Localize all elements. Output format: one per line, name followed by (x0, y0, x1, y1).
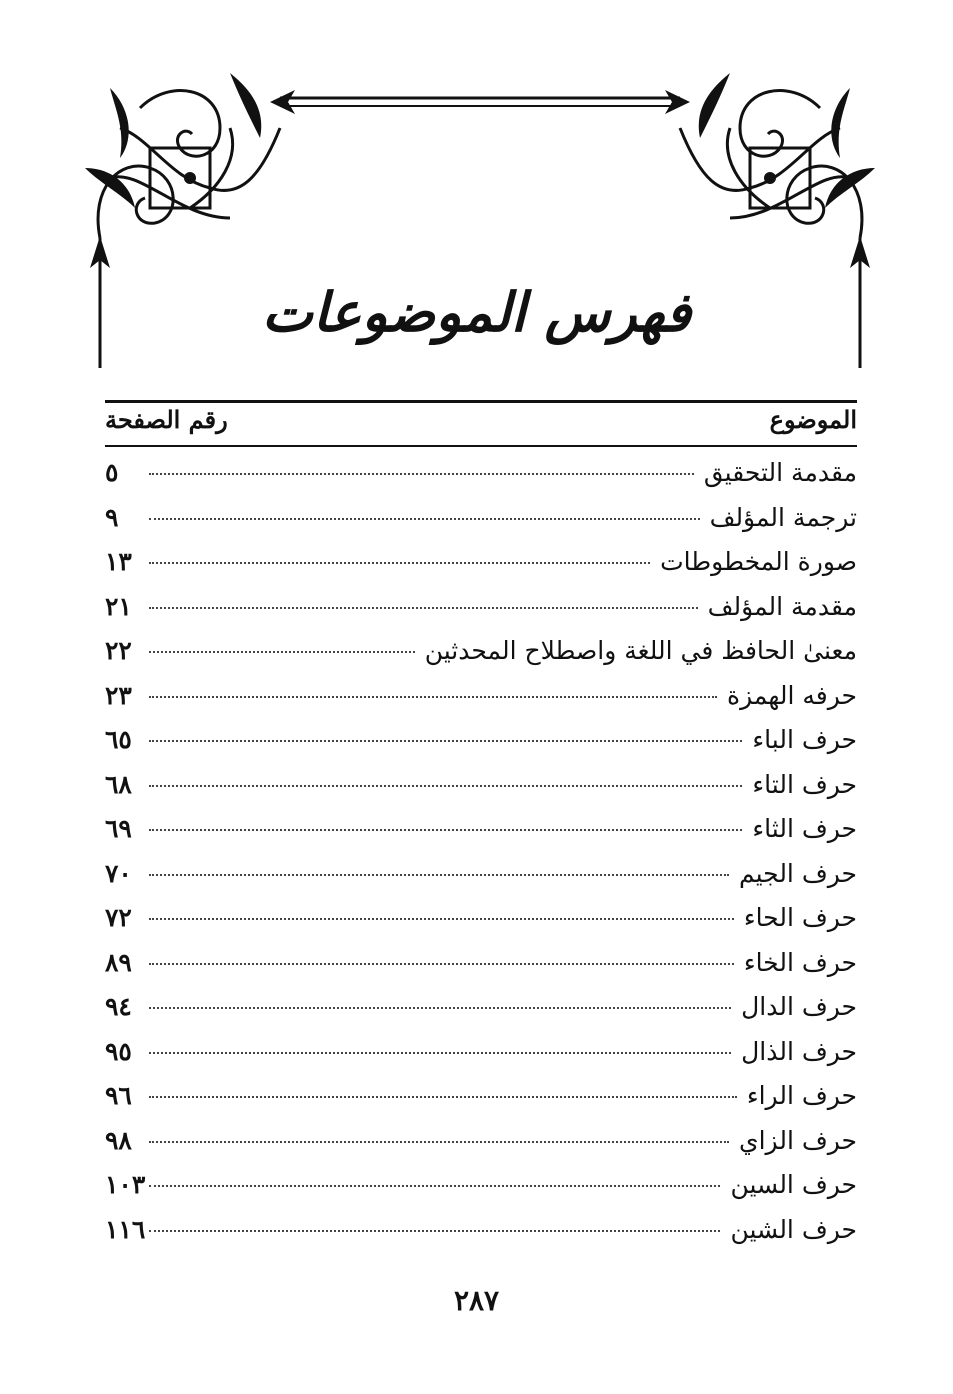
entry-title: حرف الدال (741, 992, 857, 1021)
entry-page: ٩٦ (105, 1081, 132, 1110)
page-column-header: رقم الصفحة (105, 405, 228, 434)
subject-column-header: الموضوع (769, 405, 857, 434)
table-header (105, 400, 857, 447)
toc-entry (105, 636, 857, 681)
entry-title: حرف الراء (746, 1081, 857, 1110)
entry-title: حرف الشين (730, 1214, 857, 1244)
entry-page: ٩ (105, 502, 119, 532)
entry-title: حرف الثاء (752, 814, 857, 843)
leader-dots (149, 1096, 737, 1098)
leader-dots (149, 1052, 731, 1054)
entry-title: ترجمة المؤلف (709, 502, 857, 532)
entry-title: معنىٰ الحافظ في اللغة واصطلاح المحدثين (424, 636, 857, 665)
toc-entry (105, 592, 857, 637)
entry-title: حرف السين (730, 1170, 857, 1199)
entry-title: حرف الخاء (743, 947, 857, 977)
leader-dots (149, 473, 694, 475)
entry-page: ٢١ (105, 591, 132, 621)
toc-entry (105, 903, 857, 948)
entry-page: ٢٣ (105, 680, 132, 710)
leader-dots (149, 1185, 720, 1187)
toc-entry (105, 1215, 857, 1260)
entry-title: حرف الباء (752, 725, 857, 754)
entry-page: ٩٨ (105, 1125, 132, 1155)
toc-entry (105, 992, 857, 1037)
page-title: فهرس الموضوعات (261, 280, 692, 344)
toc-entry (105, 681, 857, 726)
toc-entry (105, 1037, 857, 1082)
leader-dots (149, 874, 729, 876)
entry-page: ٧٠ (105, 858, 132, 888)
entry-page: ١٣ (105, 547, 132, 576)
entry-title: مقدمة المؤلف (707, 591, 857, 621)
entry-page: ٨٩ (105, 947, 132, 977)
leader-dots (149, 518, 700, 520)
toc-entry (105, 1170, 857, 1215)
toc-entry (105, 458, 857, 503)
entry-page: ١٠٣ (105, 1170, 146, 1199)
toc-entry (105, 948, 857, 993)
leader-dots (149, 607, 698, 609)
toc-entry (105, 1126, 857, 1171)
entry-title: صورة المخطوطات (660, 547, 857, 576)
entry-page: ١١٦ (105, 1214, 146, 1244)
leader-dots (149, 651, 415, 653)
leader-dots (149, 918, 734, 920)
leader-dots (149, 696, 717, 698)
page-number: ٢٨٧ (453, 1284, 500, 1317)
entry-page: ٦٨ (105, 769, 132, 799)
entry-page: ٩٥ (105, 1036, 132, 1066)
entry-title: حرفه الهمزة (727, 680, 857, 710)
entry-page: ٢٢ (105, 636, 132, 665)
entry-page: ٧٢ (105, 903, 132, 932)
toc-entry (105, 547, 857, 592)
leader-dots (149, 1141, 729, 1143)
toc-entry (105, 770, 857, 815)
entry-page: ٥ (105, 458, 119, 487)
leader-dots (149, 829, 742, 831)
leader-dots (149, 963, 734, 965)
toc-entry (105, 725, 857, 770)
entry-page: ٩٤ (105, 992, 132, 1021)
entry-page: ٦٩ (105, 814, 132, 843)
toc-entry (105, 1081, 857, 1126)
leader-dots (149, 1007, 731, 1009)
entry-title: حرف الجيم (739, 858, 857, 888)
entry-title: حرف الذال (741, 1036, 857, 1066)
toc-entry (105, 859, 857, 904)
leader-dots (149, 740, 742, 742)
entry-page: ٦٥ (105, 725, 132, 754)
table-of-contents (105, 458, 857, 1259)
leader-dots (149, 785, 742, 787)
leader-dots (149, 1230, 720, 1232)
toc-entry (105, 814, 857, 859)
entry-title: حرف الزاي (739, 1125, 857, 1155)
leader-dots (149, 562, 650, 564)
toc-entry (105, 503, 857, 548)
entry-title: حرف الحاء (743, 903, 857, 932)
entry-title: حرف التاء (752, 769, 857, 799)
entry-title: مقدمة التحقيق (703, 458, 857, 487)
